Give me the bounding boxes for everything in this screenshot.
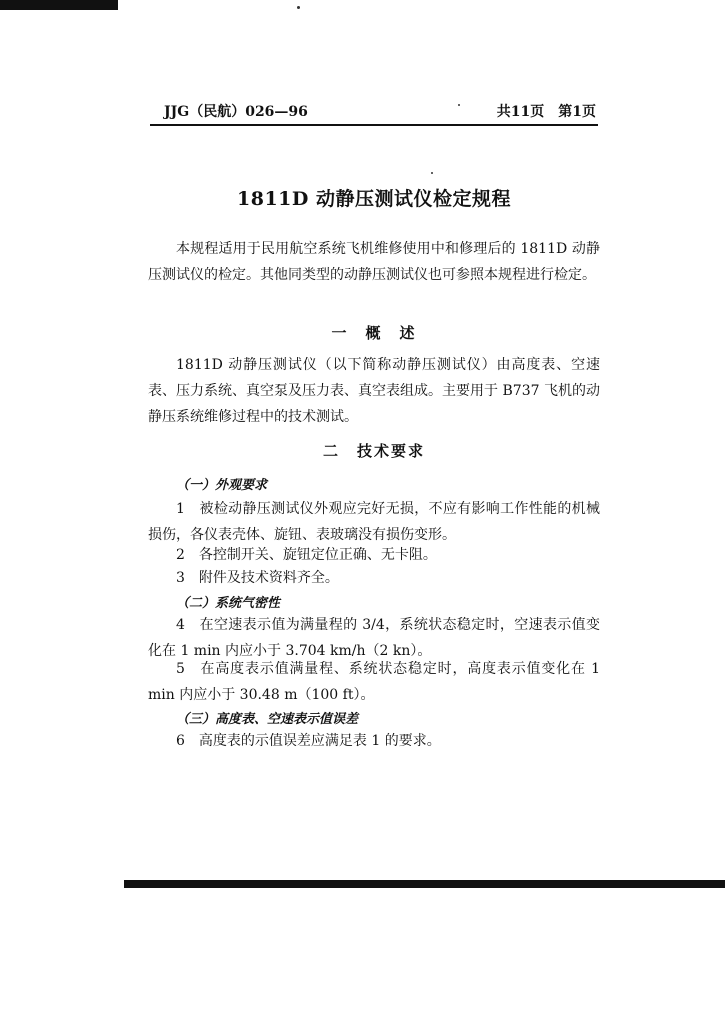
- page-header: [150, 98, 598, 122]
- clause-6: 6 高度表的示值误差应满足表 1 的要求。: [176, 733, 441, 749]
- scan-edge-bar: [0, 0, 118, 10]
- standard-code: JJG（民航）026—96: [164, 104, 308, 120]
- subsection-appearance: （一）外观要求: [176, 478, 268, 493]
- clause-1: 1 被检动静压测试仪外观应完好无损，不应有影响工作性能的机械损伤，各仪表壳体、旋钮、表玻璃没有损伤变形。: [148, 501, 600, 543]
- intro-paragraph: 本规程适用于民用航空系统飞机维修使用中和修理后的 1811D 动静压测试仪的检定。其他同类型的动静压测试仪也可参照本规程进行检定。: [148, 241, 600, 283]
- subsection-indication-error: （三）高度表、空速表示值误差: [176, 712, 359, 727]
- header-rule: [150, 124, 598, 126]
- section-heading-technical-requirements: 二 技术要求: [322, 442, 425, 460]
- page-count: 共11页 第1页: [496, 104, 596, 120]
- overview-paragraph: 1811D 动静压测试仪（以下简称动静压测试仪）由高度表、空速表、压力系统、真空泵及压力表、真空表组成。主要用于 B737 飞机的动静压系统维修过程中的技术测试。: [148, 357, 600, 425]
- section-heading-overview: 一 概 述: [331, 324, 417, 342]
- clause-5: 5 在高度表示值满量程、系统状态稳定时，高度表示值变化在 1 min 内应小于 30.48 m（100 ft）。: [148, 661, 600, 703]
- scan-speck: [431, 172, 433, 174]
- clause-2: 2 各控制开关、旋钮定位正确、无卡阻。: [176, 547, 437, 563]
- document-title: 1811D 动静压测试仪检定规程: [237, 188, 511, 210]
- clause-3: 3 附件及技术资料齐全。: [176, 570, 339, 586]
- footer-rule: [124, 880, 725, 888]
- scan-speck: [297, 6, 300, 9]
- subsection-airtightness: （二）系统气密性: [176, 596, 281, 611]
- clause-4: 4 在空速表示值为满量程的 3/4，系统状态稳定时，空速表示值变化在 1 min 内应小于 3.704 km/h（2 kn）。: [148, 617, 600, 659]
